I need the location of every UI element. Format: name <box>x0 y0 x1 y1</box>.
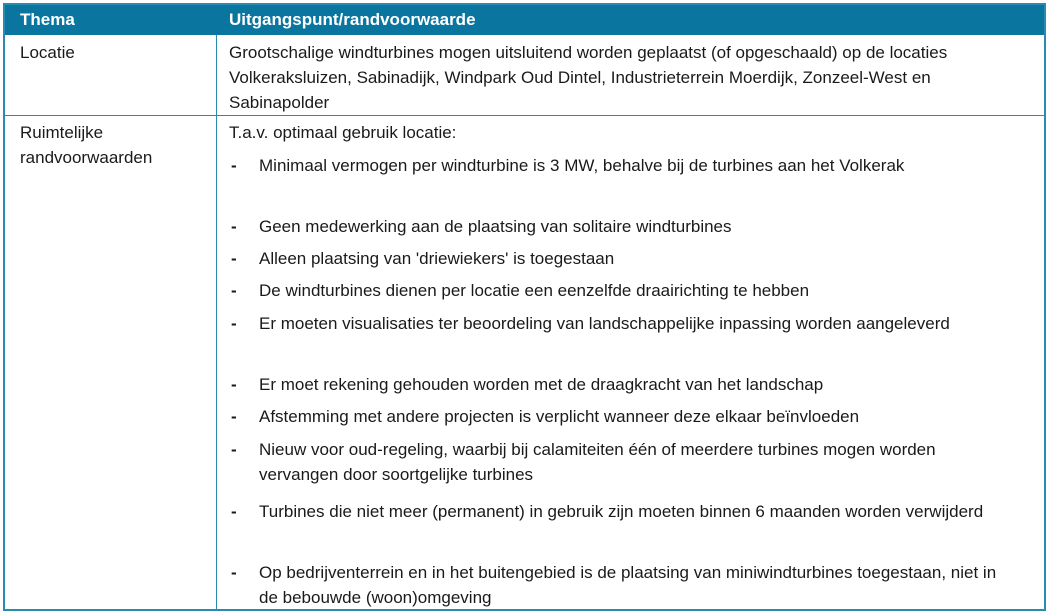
row-ruimtelijk-thema: Ruimtelijke randvoorwaarden <box>20 123 153 167</box>
bullet-dash: - <box>231 563 237 582</box>
header-thema: Thema <box>20 10 75 29</box>
bullet-dash: - <box>231 375 237 394</box>
bullet-dash: - <box>231 217 237 236</box>
list-item: - Afstemming met andere projecten is verplicht wanneer deze elkaar beïnvloeden <box>229 404 1019 429</box>
list-item: - Alleen plaatsing van 'driewiekers' is toegestaan <box>229 246 1019 271</box>
bullet-dash: - <box>231 407 237 426</box>
bullet-dash: - <box>231 502 237 521</box>
list-item: - Nieuw voor oud-regeling, waarbij bij calamiteiten één of meerdere turbines mogen worden vervangen door soortgelijke turbines <box>229 437 1019 487</box>
list-item: - Minimaal vermogen per windturbine is 3 MW, behalve bij de turbines aan het Volkerak <box>229 153 1019 178</box>
row-ruimtelijk-intro: T.a.v. optimaal gebruik locatie: <box>229 123 457 142</box>
list-item: - Op bedrijventerrein en in het buitengebied is de plaatsing van miniwindturbines toegestaan, niet in de bebouwde (woon)omgeving <box>229 560 1019 610</box>
requirements-table <box>3 3 1046 611</box>
bullet-dash: - <box>231 156 237 175</box>
row-locatie-thema: Locatie <box>20 43 75 62</box>
bullet-dash: - <box>231 440 237 459</box>
bullet-dash: - <box>231 281 237 300</box>
list-item: - Er moeten visualisaties ter beoordeling van landschappelijke inpassing worden aangeleverd <box>229 311 1019 336</box>
column-divider <box>216 35 217 609</box>
bullet-dash: - <box>231 314 237 333</box>
row-locatie-text: Grootschalige windturbines mogen uitsluitend worden geplaatst (of opgeschaald) op de locaties Volkeraksluizen, Sabinadijk, Windpark Oud Dintel, Industrieterrein Moerdijk, Zonzeel-West en Sabinapolder <box>229 43 948 112</box>
table-header <box>5 5 1044 35</box>
list-item: - Er moet rekening gehouden worden met de draagkracht van het landschap <box>229 372 1019 397</box>
bullet-dash: - <box>231 249 237 268</box>
list-item: - De windturbines dienen per locatie een eenzelfde draairichting te hebben <box>229 278 1019 303</box>
row-divider <box>5 115 1044 116</box>
list-item: - Geen medewerking aan de plaatsing van solitaire windturbines <box>229 214 1019 239</box>
header-uitgangspunt: Uitgangspunt/randvoorwaarde <box>229 10 476 29</box>
list-item: - Turbines die niet meer (permanent) in gebruik zijn moeten binnen 6 maanden worden verwijderd <box>229 499 1019 524</box>
